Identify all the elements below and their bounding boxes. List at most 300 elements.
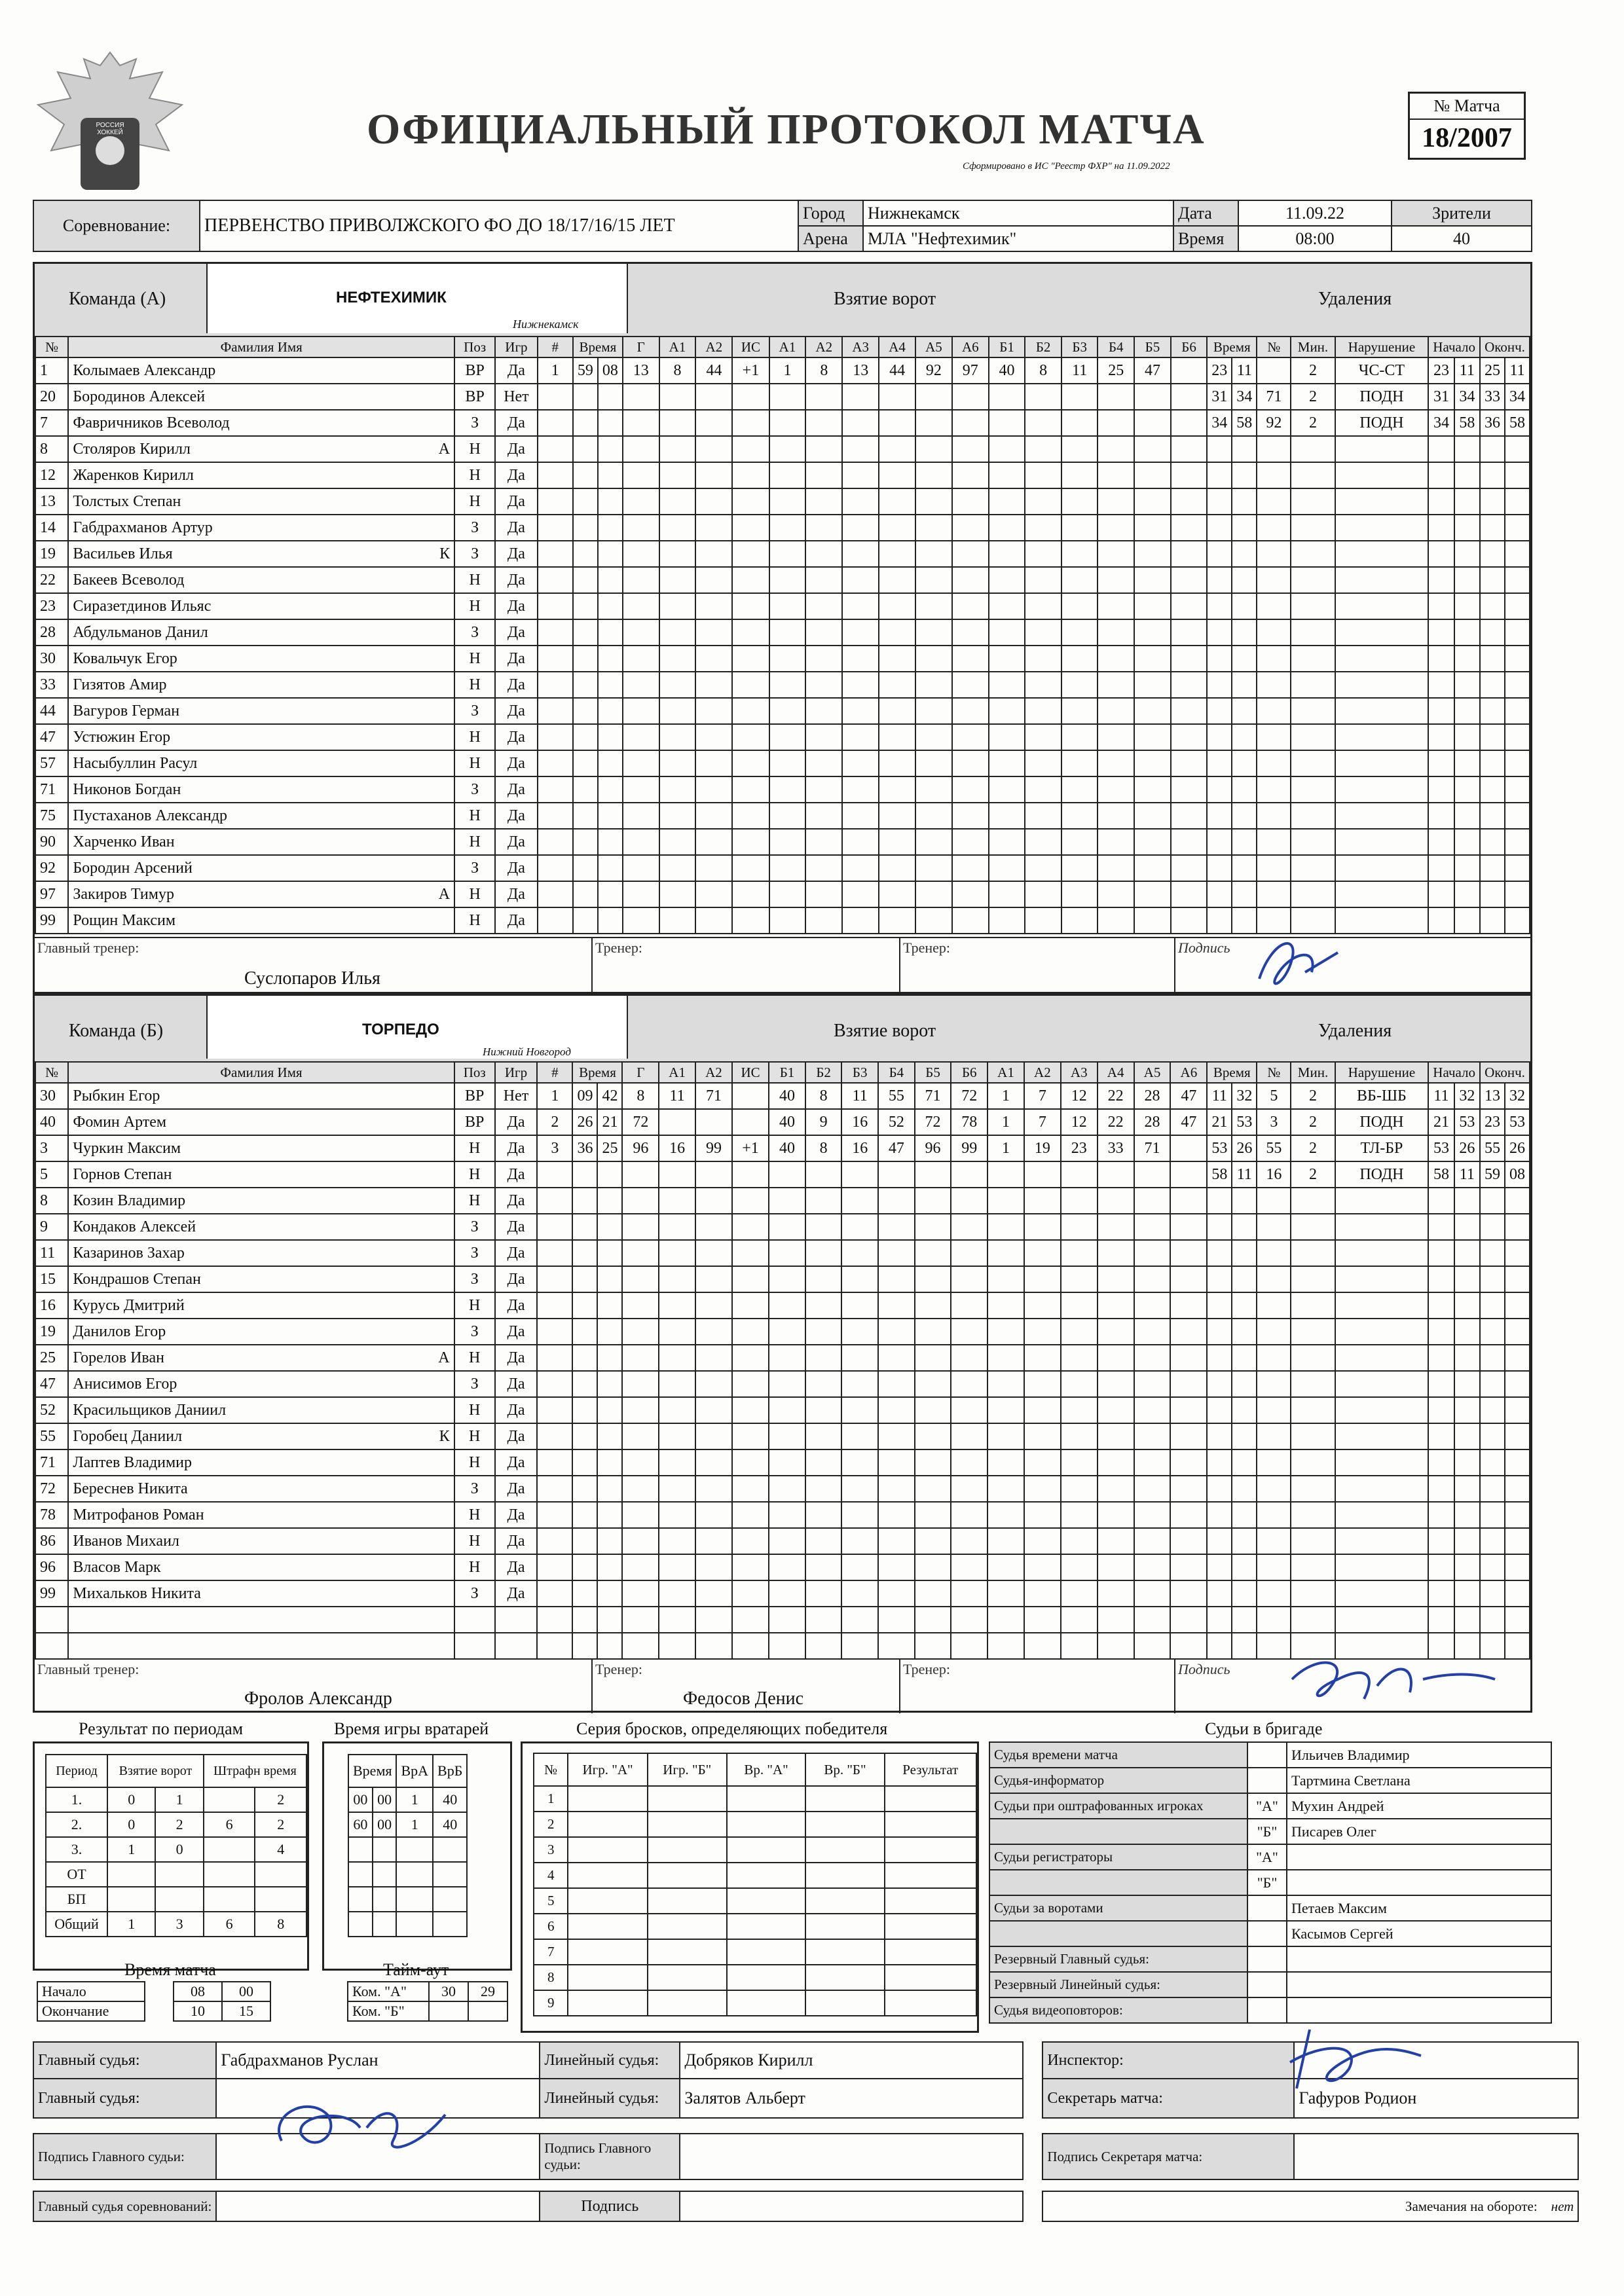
goal-cell	[597, 1345, 622, 1371]
penalty-cell	[1505, 855, 1530, 881]
goal-cell	[915, 384, 952, 410]
goal-cell	[538, 384, 573, 410]
goal-cell	[659, 1528, 695, 1554]
goal-cell	[1025, 724, 1061, 750]
penalty-cell	[1454, 1266, 1480, 1292]
goal-cell	[769, 541, 806, 567]
shootout-table	[533, 1753, 977, 2016]
goal-cell	[1024, 1423, 1061, 1449]
referee-role: Резервный Линейный судья:	[989, 1972, 1247, 1997]
penalty-cell	[1207, 829, 1232, 855]
penalty-cell	[1454, 593, 1480, 619]
goal-cell	[597, 1214, 622, 1240]
team-b-head-coach-label: Главный тренер:	[37, 1661, 139, 1677]
penalty-col-header: Мин.	[1291, 337, 1335, 357]
penalty-cell: 23	[1480, 1109, 1505, 1135]
penalty-cell	[1480, 750, 1505, 776]
penalty-cell: ПОДН	[1335, 1109, 1429, 1135]
player-name	[68, 357, 454, 384]
penalty-cell: 58	[1428, 1161, 1454, 1188]
goal-cell	[842, 907, 879, 934]
goal-col-header: Б5	[915, 1062, 951, 1083]
penalty-cell	[1232, 1371, 1257, 1397]
goal-cell	[732, 1292, 769, 1319]
penalty-cell	[1257, 1502, 1291, 1528]
goal-col-header: А1	[769, 337, 806, 357]
goal-cell	[1061, 567, 1098, 593]
penalty-cell: 2	[1291, 410, 1335, 436]
period-row	[46, 1787, 306, 1812]
goal-cell	[989, 855, 1025, 881]
player-name-text: Горелов Иван	[73, 1349, 164, 1366]
goal-cell	[1024, 1240, 1061, 1266]
goal-cell	[695, 646, 732, 672]
goal-cell: 44	[879, 357, 915, 384]
goal-cell	[1025, 593, 1061, 619]
goal-cell	[987, 1240, 1024, 1266]
player-name-text: Казаринов Захар	[73, 1244, 185, 1262]
player-position: З	[454, 541, 495, 567]
goal-cell	[1134, 541, 1171, 567]
penalty-col-header: Мин.	[1291, 1062, 1335, 1083]
goal-cell	[879, 803, 915, 829]
goal-cell	[659, 829, 696, 855]
goal-cell	[915, 698, 952, 724]
player-number: 23	[35, 593, 68, 619]
penalty-cell	[1291, 515, 1335, 541]
goal-cell: 25	[1098, 357, 1134, 384]
player-name-text: Фомин Артем	[73, 1113, 167, 1131]
goal-cell: 26	[572, 1109, 597, 1135]
penalty-cell	[1480, 829, 1505, 855]
goal-cell	[915, 1345, 951, 1371]
player-name	[68, 541, 454, 567]
goal-cell: 47	[1170, 1083, 1207, 1109]
player-played	[495, 1607, 537, 1633]
penalty-cell	[1505, 1266, 1530, 1292]
penalty-cell	[1480, 698, 1505, 724]
penalty-cell: 11	[1232, 357, 1257, 384]
goalie-cell: 00	[373, 1812, 397, 1837]
penalty-cell	[1480, 462, 1505, 488]
goal-cell	[1098, 488, 1134, 515]
goal-col-header: Б3	[841, 1062, 878, 1083]
goal-cell	[915, 724, 952, 750]
goal-cell	[769, 672, 806, 698]
penalty-cell	[1232, 1292, 1257, 1319]
goal-cell	[1134, 1476, 1171, 1502]
player-captain-mark: К	[439, 545, 451, 562]
penalty-cell: 32	[1505, 1083, 1530, 1109]
goal-cell	[623, 907, 659, 934]
penalty-cell	[1257, 1292, 1291, 1319]
goal-cell	[1025, 462, 1061, 488]
goal-cell	[1061, 698, 1098, 724]
penalty-cell	[1505, 567, 1530, 593]
goal-cell	[573, 462, 598, 488]
goal-cell: 40	[989, 357, 1025, 384]
goal-cell	[989, 462, 1025, 488]
team-a-footer	[35, 937, 1532, 994]
goal-cell	[659, 1633, 695, 1659]
goal-cell	[622, 1214, 659, 1240]
goal-cell	[769, 881, 806, 907]
table-row	[35, 1214, 1530, 1240]
shootout-cell	[885, 1837, 976, 1863]
shootout-cell	[727, 1914, 806, 1939]
goal-cell	[1170, 1397, 1207, 1423]
referee-role: Судья-информатор	[989, 1768, 1247, 1793]
table-row	[35, 750, 1530, 776]
shootout-cell	[648, 1786, 727, 1812]
penalty-cell	[1335, 1528, 1429, 1554]
goal-cell	[732, 462, 769, 488]
goal-cell	[1170, 1240, 1207, 1266]
player-position: Н	[454, 567, 495, 593]
penalty-cell	[1428, 803, 1454, 829]
shootout-row	[534, 1965, 976, 1990]
player-played: Да	[495, 698, 537, 724]
goal-cell	[537, 1345, 572, 1371]
period-cell: 0	[155, 1837, 203, 1862]
player-position: З	[454, 619, 495, 646]
penalty-cell: 23	[1207, 357, 1232, 384]
player-position: ВР	[454, 384, 495, 410]
player-captain-mark: А	[438, 440, 451, 458]
player-name-text: Бородин Арсений	[73, 859, 193, 877]
penalty-cell	[1454, 1371, 1480, 1397]
goal-cell	[769, 462, 806, 488]
penalty-cell	[1480, 776, 1505, 803]
penalty-cell	[1505, 1449, 1530, 1476]
goal-cell: 9	[805, 1109, 842, 1135]
player-name	[68, 410, 454, 436]
goal-cell	[769, 1214, 805, 1240]
goal-cell	[572, 1371, 597, 1397]
goal-col-header: Б6	[951, 1062, 987, 1083]
goal-cell	[732, 619, 769, 646]
team-b-goals-label: Взятие ворот	[834, 1021, 936, 1041]
goal-cell	[659, 1266, 695, 1292]
goal-cell	[659, 462, 696, 488]
goal-cell	[597, 1633, 622, 1659]
goal-cell	[538, 881, 573, 907]
goal-cell	[597, 1161, 622, 1188]
player-played: Да	[495, 1319, 537, 1345]
period-cell: Общий	[46, 1912, 107, 1937]
goalie-time-box	[322, 1741, 512, 1971]
goal-cell	[659, 515, 696, 541]
goal-cell	[572, 1528, 597, 1554]
goal-cell	[841, 1502, 878, 1528]
goal-cell	[732, 1240, 769, 1266]
period-cell: 2.	[46, 1812, 107, 1837]
goal-cell	[1098, 1607, 1134, 1633]
goal-cell	[952, 619, 989, 646]
goal-cell	[1171, 698, 1208, 724]
table-row	[35, 1528, 1530, 1554]
goal-cell	[537, 1449, 572, 1476]
goal-cell	[1170, 1214, 1207, 1240]
penalty-cell: 53	[1505, 1109, 1530, 1135]
goal-cell	[597, 1554, 622, 1580]
penalty-cell	[1505, 1214, 1530, 1240]
goal-cell	[573, 567, 598, 593]
period-cell: 3.	[46, 1837, 107, 1862]
goalie-row	[348, 1787, 467, 1812]
goal-cell	[1098, 410, 1134, 436]
player-played: Да	[495, 1528, 537, 1554]
penalty-cell	[1257, 541, 1291, 567]
goal-cell	[915, 750, 952, 776]
shootout-cell	[727, 1990, 806, 2016]
table-row	[35, 462, 1530, 488]
team-b-coach2-label: Тренер:	[903, 1661, 951, 1677]
penalty-cell	[1454, 1423, 1480, 1449]
table-row	[35, 410, 1530, 436]
player-number: 99	[35, 1580, 68, 1607]
goalie-cell	[396, 1862, 433, 1887]
period-cell: 6	[204, 1912, 255, 1937]
goal-cell	[695, 1319, 732, 1345]
goal-cell	[1098, 803, 1134, 829]
shootout-cell	[648, 1990, 727, 2016]
player-name	[68, 1214, 454, 1240]
player-name-text: Колымаев Александр	[73, 361, 216, 379]
penalty-cell	[1291, 1292, 1335, 1319]
goal-cell	[572, 1266, 597, 1292]
goal-cell	[878, 1607, 915, 1633]
goal-cell: 12	[1061, 1083, 1098, 1109]
shootout-header: Игр. "А"	[568, 1753, 647, 1786]
player-position: Н	[454, 1345, 495, 1371]
penalty-cell	[1454, 646, 1480, 672]
penalty-cell	[1428, 750, 1454, 776]
penalty-cell	[1454, 724, 1480, 750]
goal-cell	[1098, 1214, 1134, 1240]
goal-cell	[878, 1528, 915, 1554]
goal-cell	[951, 1554, 987, 1580]
player-played: Да	[495, 1423, 537, 1449]
player-name-text: Васильев Илья	[73, 545, 173, 562]
shootout-cell	[727, 1888, 806, 1914]
goal-cell	[879, 515, 915, 541]
match-number: 18/2007	[1422, 123, 1512, 153]
player-played: Да	[495, 881, 537, 907]
table-row	[35, 724, 1530, 750]
shootout-number: 2	[534, 1812, 568, 1837]
goal-cell	[623, 698, 659, 724]
goalie-cell	[373, 1912, 397, 1937]
goal-cell	[597, 1266, 622, 1292]
penalty-cell: 53	[1454, 1109, 1480, 1135]
goal-cell	[538, 488, 573, 515]
table-row	[35, 1449, 1530, 1476]
goal-cell	[878, 1502, 915, 1528]
shootout-number: 4	[534, 1863, 568, 1888]
player-position: З	[454, 515, 495, 541]
penalty-cell	[1454, 1240, 1480, 1266]
goal-cell	[1025, 410, 1061, 436]
goal-cell	[732, 1266, 769, 1292]
secretary-signature	[1270, 2016, 1441, 2102]
goal-cell	[952, 750, 989, 776]
goal-cell: 1	[537, 1083, 572, 1109]
penalty-cell	[1335, 1240, 1429, 1266]
goal-cell	[952, 436, 989, 462]
goal-cell	[1061, 515, 1098, 541]
goal-cell	[573, 619, 598, 646]
shootout-row	[534, 1786, 976, 1812]
referees-title: Судьи в бригаде	[1205, 1719, 1323, 1738]
goal-cell	[695, 724, 732, 750]
penalty-cell	[1257, 1345, 1291, 1371]
goal-cell	[915, 436, 952, 462]
shootout-cell	[648, 1914, 727, 1939]
goal-cell	[1025, 646, 1061, 672]
goal-cell	[952, 855, 989, 881]
shootout-number: 5	[534, 1888, 568, 1914]
goal-col-header: ИС	[732, 1062, 769, 1083]
penalty-cell	[1505, 1528, 1530, 1554]
goal-cell	[879, 776, 915, 803]
penalty-cell	[1257, 488, 1291, 515]
goal-cell	[987, 1397, 1024, 1423]
period-cell	[155, 1862, 203, 1887]
goal-cell	[915, 907, 952, 934]
goal-cell	[573, 646, 598, 672]
goal-cell	[805, 1476, 842, 1502]
goal-cell	[1098, 1240, 1134, 1266]
shootout-cell	[805, 1914, 884, 1939]
goal-cell: 96	[915, 1135, 951, 1161]
shootout-cell	[568, 1812, 647, 1837]
goal-cell	[1025, 436, 1061, 462]
penalty-cell	[1232, 1528, 1257, 1554]
table-row	[35, 1083, 1530, 1109]
penalty-cell: 59	[1480, 1161, 1505, 1188]
player-name-text: Чуркин Максим	[73, 1139, 181, 1157]
goal-cell	[1025, 881, 1061, 907]
goal-cell	[659, 1554, 695, 1580]
penalty-cell	[1232, 1423, 1257, 1449]
referee-role: Судья времени матча	[989, 1742, 1247, 1768]
penalty-cell	[1454, 1580, 1480, 1607]
shootout-title: Серия бросков, определяющих победителя	[576, 1719, 888, 1738]
penalty-cell	[1257, 1266, 1291, 1292]
goal-cell	[537, 1423, 572, 1449]
spectators-value: 40	[1392, 226, 1532, 251]
table-row	[35, 1345, 1530, 1371]
table-row	[35, 1580, 1530, 1607]
goal-cell	[1024, 1449, 1061, 1476]
sign-secretary-label: Подпись Секретаря матча:	[1043, 2134, 1294, 2179]
player-name	[68, 1319, 454, 1345]
goal-cell	[732, 750, 769, 776]
goal-cell	[1134, 698, 1171, 724]
referee-row	[989, 1895, 1551, 1921]
referee-row	[989, 1742, 1551, 1768]
table-row	[35, 1135, 1530, 1161]
goal-cell	[695, 1345, 732, 1371]
goal-cell	[732, 829, 769, 855]
shootout-number: 7	[534, 1939, 568, 1965]
goal-cell	[769, 776, 806, 803]
penalty-cell	[1257, 436, 1291, 462]
goalie-cell	[433, 1887, 467, 1912]
player-name	[68, 436, 454, 462]
shootout-header: Вр. "Б"	[805, 1753, 884, 1786]
goal-cell	[805, 776, 842, 803]
penalty-cell	[1428, 541, 1454, 567]
penalty-cell: 26	[1232, 1135, 1257, 1161]
penalty-cell: 58	[1505, 410, 1530, 436]
referee-row	[989, 1793, 1551, 1819]
penalty-cell	[1291, 1607, 1335, 1633]
player-name	[68, 462, 454, 488]
penalty-cell	[1257, 1554, 1291, 1580]
referee-name	[1287, 1870, 1551, 1895]
penalty-cell	[1480, 1476, 1505, 1502]
goal-col-header: А1	[659, 1062, 695, 1083]
goal-cell	[1098, 724, 1134, 750]
goal-cell	[915, 1214, 951, 1240]
goalie-time-title: Время игры вратарей	[334, 1719, 489, 1738]
penalty-cell	[1232, 1240, 1257, 1266]
goal-cell	[842, 384, 879, 410]
team-b-city: Нижний Новгород	[483, 1046, 571, 1058]
goal-cell	[1098, 619, 1134, 646]
goal-cell	[841, 1266, 878, 1292]
shootout-cell	[648, 1888, 727, 1914]
goal-cell	[952, 672, 989, 698]
goalie-cell	[433, 1837, 467, 1862]
shootout-cell	[568, 1786, 647, 1812]
team-a-head-coach: Суслопаров Илья	[244, 968, 380, 989]
player-position: Н	[454, 1161, 495, 1188]
period-cell: 6	[204, 1812, 255, 1837]
player-name	[68, 1449, 454, 1476]
goal-cell	[622, 1580, 659, 1607]
player-played: Да	[495, 855, 537, 881]
player-number: 5	[35, 1161, 68, 1188]
goal-cell	[989, 436, 1025, 462]
goal-cell	[538, 541, 573, 567]
penalty-cell	[1335, 1371, 1429, 1397]
penalty-cell	[1257, 1607, 1291, 1633]
goal-cell	[695, 567, 732, 593]
goal-cell	[659, 1476, 695, 1502]
goal-cell	[842, 724, 879, 750]
goal-cell	[659, 776, 696, 803]
goal-cell: 11	[1061, 357, 1098, 384]
periods-header: Период	[46, 1755, 107, 1787]
goal-cell	[769, 1554, 805, 1580]
goal-cell	[1171, 619, 1208, 646]
goal-cell	[623, 646, 659, 672]
player-position: Н	[454, 1554, 495, 1580]
goal-cell	[572, 1292, 597, 1319]
goal-cell	[1024, 1371, 1061, 1397]
penalty-cell	[1207, 1449, 1232, 1476]
penalty-cell	[1505, 1240, 1530, 1266]
goal-cell	[1098, 646, 1134, 672]
city-value: Нижнекамск	[863, 200, 1173, 226]
goal-cell	[572, 1449, 597, 1476]
goal-cell	[695, 1109, 732, 1135]
penalty-cell	[1207, 855, 1232, 881]
goal-cell	[732, 646, 769, 672]
